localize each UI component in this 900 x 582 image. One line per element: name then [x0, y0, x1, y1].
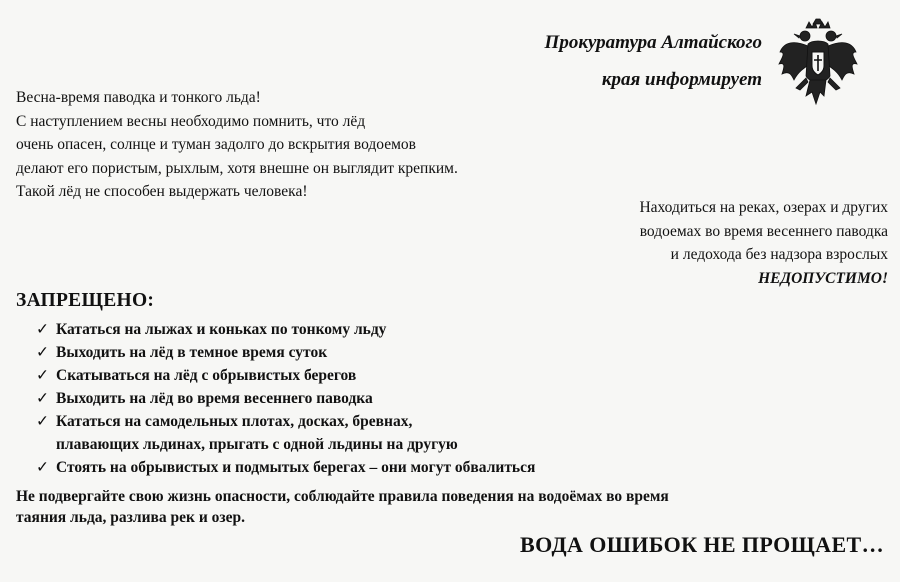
intro-line: делают его пористым, рыхлым, хотя внешне он выглядит крепким.: [16, 159, 458, 177]
side-warning-line: и ледохода без надзора взрослых: [670, 246, 888, 263]
closing-paragraph: [16, 486, 876, 528]
forbidden-item-text: Стоять на обрывистых и подмытых берегах – они могут обвалиться: [56, 459, 536, 476]
slogan: ВОДА ОШИБОК НЕ ПРОЩАЕТ…: [520, 532, 884, 557]
side-warning-line: водоемах во время весеннего паводка: [639, 222, 888, 240]
forbidden-item: [36, 341, 756, 364]
forbidden-item-text: Кататься на самодельных плотах, досках, бревнах,: [56, 413, 413, 430]
forbidden-item-text: Выходить на лёд в темное время суток: [56, 344, 328, 361]
side-warning-line: Находиться на реках, озерах и других: [639, 199, 888, 216]
double-headed-eagle-icon: [776, 18, 860, 110]
forbidden-item: [36, 410, 756, 456]
intro-line: С наступлением весны необходимо помнить, что лёд: [16, 112, 366, 130]
intro-line: очень опасен, солнце и туман задолго до вскрытия водоемов: [16, 136, 416, 153]
header-line-1: Прокуратура Алтайского: [544, 32, 762, 53]
forbidden-list: [36, 318, 756, 479]
checkmark-icon: ✓: [36, 459, 49, 476]
forbidden-heading: ЗАПРЕЩЕНО:: [16, 290, 155, 311]
side-warning: [548, 196, 888, 290]
intro-line: Весна-время паводка и тонкого льда!: [16, 89, 261, 106]
header-line-2: края информирует: [601, 69, 762, 90]
forbidden-item-text-continued: плавающих льдинах, прыгать с одной льдины на другую: [56, 436, 458, 453]
forbidden-item-text: Выходить на лёд во время весеннего паводка: [56, 390, 373, 407]
checkmark-icon: ✓: [36, 390, 49, 407]
checkmark-icon: ✓: [36, 321, 49, 338]
closing-line: Не подвергайте свою жизнь опасности, соблюдайте правила поведения на водоёмах во время: [16, 488, 669, 505]
forbidden-item: [36, 456, 756, 479]
forbidden-item: [36, 364, 756, 387]
closing-line: таяния льда, разлива рек и озер.: [16, 509, 245, 526]
side-warning-emphasis: НЕДОПУСТИМО!: [758, 269, 888, 287]
checkmark-icon: ✓: [36, 367, 49, 384]
checkmark-icon: ✓: [36, 344, 49, 361]
forbidden-item-text: Кататься на лыжах и коньках по тонкому льду: [56, 321, 387, 338]
checkmark-icon: ✓: [36, 413, 49, 430]
forbidden-item: [36, 318, 756, 341]
forbidden-item-text: Скатываться на лёд с обрывистых берегов: [56, 367, 357, 384]
intro-paragraph: [16, 86, 576, 204]
intro-line: Такой лёд не способен выдержать человека!: [16, 183, 308, 200]
forbidden-item: [36, 387, 756, 410]
